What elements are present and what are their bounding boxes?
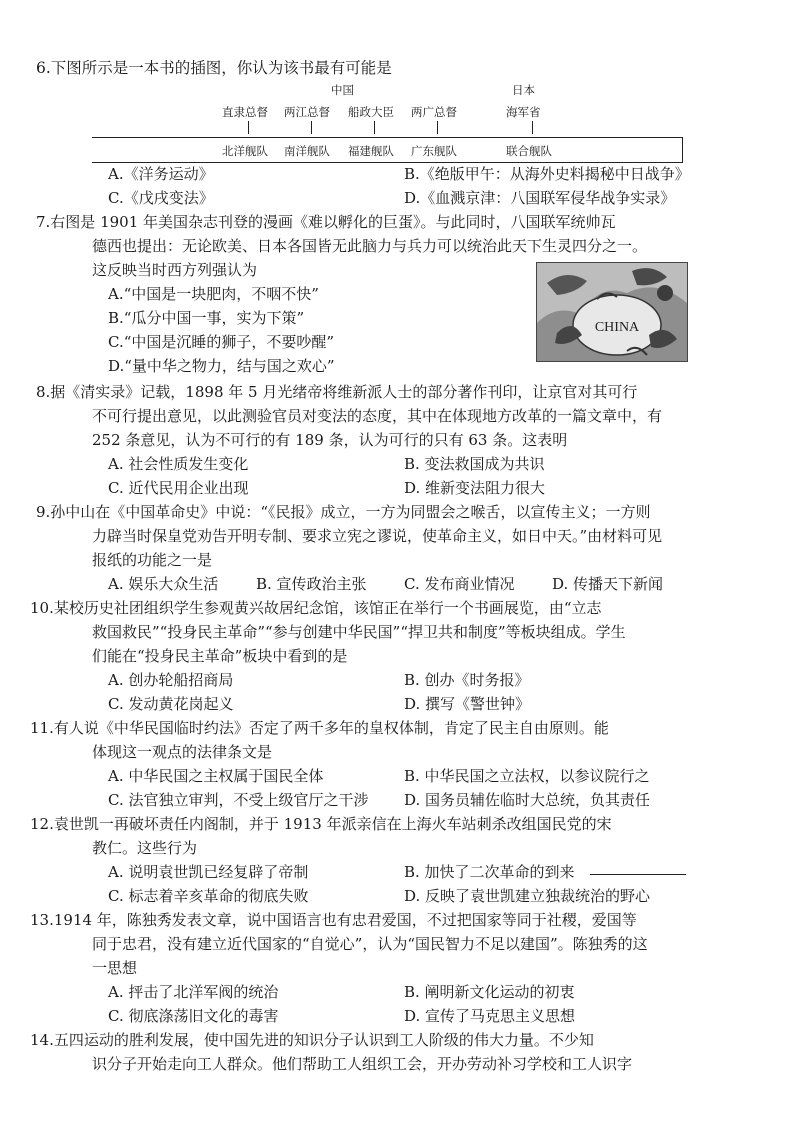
q13-option-c[interactable]: C. 彻底涤荡旧文化的毒害	[108, 1007, 279, 1025]
diagram-china-label: 中国	[331, 83, 354, 97]
cartoon-drawing	[537, 263, 687, 361]
q9-option-d[interactable]: D. 传播天下新闻	[552, 575, 664, 593]
diagram-connector	[311, 121, 312, 134]
q7-option-a[interactable]: A.“中国是一块肥肉，不咽不快”	[108, 285, 319, 303]
diagram-official-4: 两广总督	[411, 105, 457, 119]
q6-option-d[interactable]: D.《血溅京津：八国联军侵华战争实录》	[404, 189, 676, 207]
q13-option-d[interactable]: D. 宣传了马克思主义思想	[404, 1007, 576, 1025]
diagram-top-rule	[92, 137, 682, 138]
q13-stem-line: 13.1914 年，陈独秀发表文章，说中国语言也有忠君爱国，不过把国家等同于社稷，爱国等	[30, 911, 637, 929]
diagram-official-3: 船政大臣	[348, 105, 394, 119]
diagram-bottom-rule	[92, 162, 682, 163]
q11-option-d[interactable]: D. 国务员辅佐临时大总统，负其责任	[404, 791, 651, 809]
q9-option-c[interactable]: C. 发布商业情况	[404, 575, 515, 593]
q11-option-a[interactable]: A. 中华民国之主权属于国民全体	[108, 767, 324, 785]
diagram-japan-ministry: 海军省	[506, 105, 541, 119]
q8-option-d[interactable]: D. 维新变法阻力很大	[404, 479, 546, 497]
q13-stem-line: 同于忠君，没有建立近代国家的“自觉心”，认为“国民智力不足以建国”。陈独秀的这	[92, 935, 648, 953]
q8-stem-line: 不可行提出意见，以此测验官员对变法的态度，其中在体现地方改革的一篇文章中，有	[92, 407, 663, 425]
q9-stem-line: 力辟当时保皇党劝告开明专制、要求立宪之谬说，使革命主义，如日中天。”由材料可见	[92, 527, 663, 545]
q10-option-d[interactable]: D. 撰写《警世钟》	[404, 695, 531, 713]
q8-option-a[interactable]: A. 社会性质发生变化	[108, 455, 249, 473]
diagram-fleet-4: 广东舰队	[411, 144, 457, 158]
q10-stem-line: 们能在“投身民主革命”板块中看到的是	[92, 647, 348, 665]
q13-stem-line: 一思想	[92, 959, 138, 977]
diagram-japan-label: 日本	[512, 83, 535, 97]
diagram-official-2: 两江总督	[284, 105, 330, 119]
q7-stem-line: 7.右图是 1901 年美国杂志刊登的漫画《难以孵化的巨蛋》。与此同时，八国联军统帅瓦	[36, 213, 616, 231]
q12-option-d[interactable]: D. 反映了袁世凯建立独裁统治的野心	[404, 887, 651, 905]
diagram-fleet-1: 北洋舰队	[222, 144, 268, 158]
diagram-connector	[374, 121, 375, 134]
cartoon-label: CHINA	[594, 320, 640, 335]
q12-option-b[interactable]: B. 加快了二次革命的到来	[404, 863, 575, 881]
diagram-connector	[532, 121, 533, 134]
q14-stem-line: 14.五四运动的胜利发展，使中国先进的知识分子认识到工人阶级的伟大力量。不少知	[30, 1031, 594, 1049]
q12-option-c[interactable]: C. 标志着辛亥革命的彻底失败	[108, 887, 309, 905]
q13-option-b[interactable]: B. 阐明新文化运动的初衷	[404, 983, 575, 1001]
q8-option-b[interactable]: B. 变法救国成为共识	[404, 455, 545, 473]
q6-option-b[interactable]: B.《绝版甲午：从海外史料揭秘中日战争》	[404, 165, 690, 183]
q8-option-c[interactable]: C. 近代民用企业出现	[108, 479, 249, 497]
q12-option-a[interactable]: A. 说明袁世凯已经复辟了帝制	[108, 863, 309, 881]
diagram-fleet-3: 福建舰队	[348, 144, 394, 158]
q10-stem-line: 10.某校历史社团组织学生参观黄兴故居纪念馆，该馆正在举行一个书画展览，由“立志	[30, 599, 602, 617]
underline-mark	[590, 874, 686, 875]
diagram-right-edge	[682, 137, 683, 163]
q6-option-c[interactable]: C.《戊戌变法》	[108, 189, 214, 207]
q7-stem-line: 这反映当时西方列强认为	[92, 261, 258, 279]
q11-stem-line: 11.有人说《中华民国临时约法》否定了两千多年的皇权体制，肯定了民主自由原则。能	[30, 719, 609, 737]
q11-stem-line: 体现这一观点的法律条文是	[92, 743, 273, 761]
q10-option-a[interactable]: A. 创办轮船招商局	[108, 671, 234, 689]
q9-option-a[interactable]: A. 娱乐大众生活	[108, 575, 219, 593]
diagram-official-1: 直隶总督	[222, 105, 268, 119]
q7-stem-line: 德西也提出：无论欧美、日本各国皆无此脑力与兵力可以统治此天下生灵四分之一。	[92, 237, 648, 255]
q8-stem-line: 252 条意见，认为不可行的有 189 条，认为可行的只有 63 条。这表明	[92, 431, 568, 449]
q9-stem-line: 9.孙中山在《中国革命史》中说：“《民报》成立，一方为同盟会之喉舌，以宣传主义；一方则	[36, 503, 651, 521]
q6-stem: 6.下图所示是一本书的插图，你认为该书最有可能是	[36, 59, 392, 77]
q7-option-d[interactable]: D.“量中华之物力，结与国之欢心”	[108, 357, 335, 375]
q10-option-b[interactable]: B. 创办《时务报》	[404, 671, 530, 689]
q14-stem-line: 识分子开始走向工人群众。他们帮助工人组织工会，开办劳动补习学校和工人识字	[92, 1055, 633, 1073]
q8-stem-line: 8.据《清实录》记载，1898 年 5 月光绪帝将维新派人士的部分著作刊印，让京官对其可行	[36, 383, 638, 401]
q13-option-a[interactable]: A. 抨击了北洋军阀的统治	[108, 983, 279, 1001]
q12-stem-line: 12.袁世凯一再破坏责任内阁制，并于 1913 年派亲信在上海火车站刺杀改组国民党的宋	[30, 815, 612, 833]
diagram-connector	[248, 121, 249, 134]
diagram-japan-fleet: 联合舰队	[506, 144, 552, 158]
q11-option-c[interactable]: C. 法官独立审判，不受上级官厅之干涉	[108, 791, 369, 809]
q10-stem-line: 救国救民”“投身民主革命”“参与创建中华民国”“捍卫共和制度”等板块组成。学生	[92, 623, 626, 641]
diagram-connector	[437, 121, 438, 134]
q9-option-b[interactable]: B. 宣传政治主张	[256, 575, 367, 593]
egg-cartoon-image	[536, 262, 688, 362]
q7-option-b[interactable]: B.“瓜分中国一事，实为下策”	[108, 309, 305, 327]
q12-stem-line: 教仁。这些行为	[92, 839, 198, 857]
q7-option-c[interactable]: C.“中国是沉睡的狮子，不要吵醒”	[108, 333, 335, 351]
q6-option-a[interactable]: A.《洋务运动》	[108, 165, 214, 183]
diagram-fleet-2: 南洋舰队	[284, 144, 330, 158]
q9-stem-line: 报纸的功能之一是	[92, 551, 213, 569]
q11-option-b[interactable]: B. 中华民国之立法权，以参议院行之	[404, 767, 650, 785]
q10-option-c[interactable]: C. 发动黄花岗起义	[108, 695, 234, 713]
